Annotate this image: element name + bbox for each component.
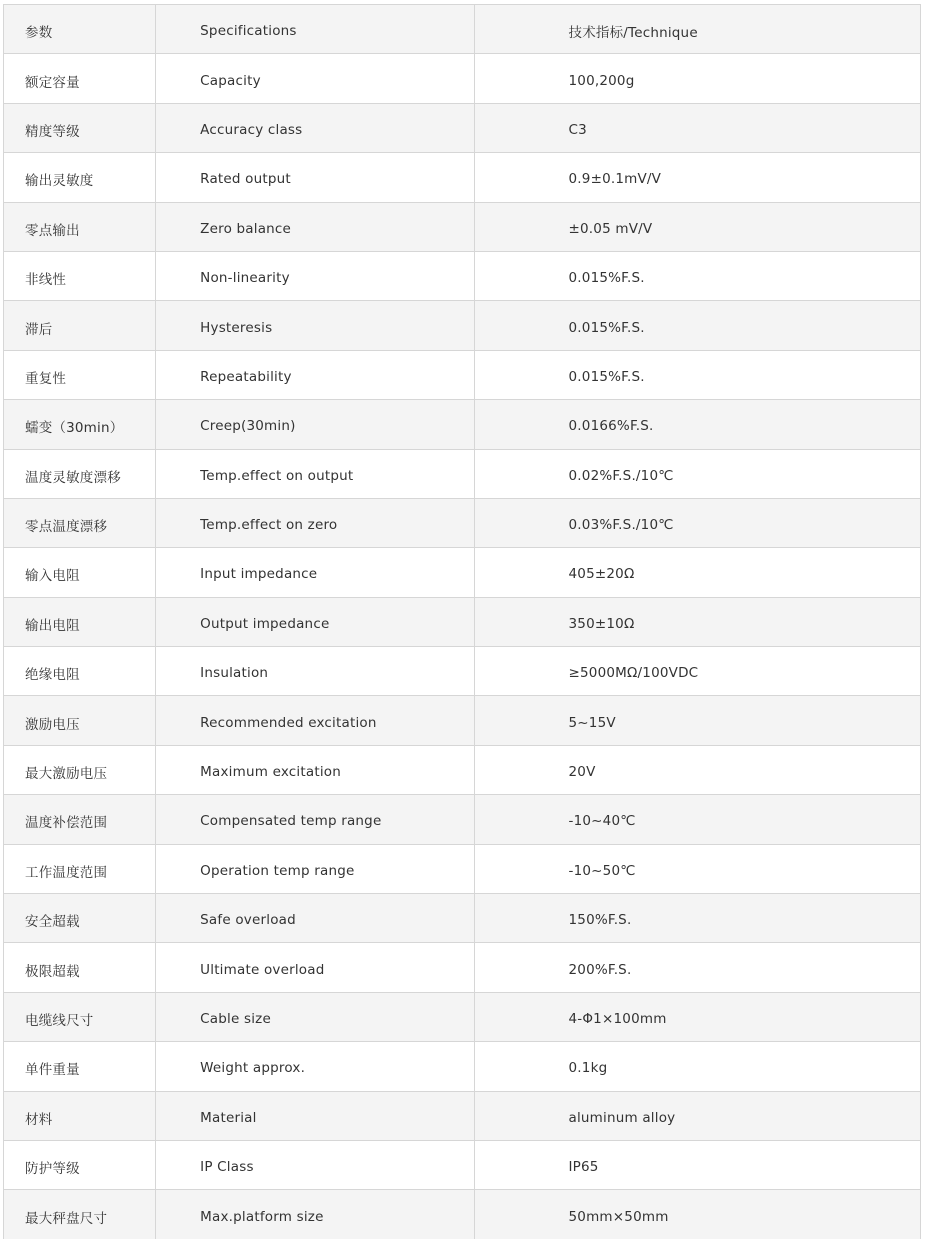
value-cell	[474, 153, 921, 202]
param-cell	[4, 548, 156, 597]
value-cell	[474, 350, 921, 399]
value-cell	[474, 548, 921, 597]
param-cell	[4, 251, 156, 300]
table-row	[4, 251, 921, 300]
spec-cell	[156, 795, 474, 844]
param-text: 安全超载	[25, 914, 80, 931]
value-cell	[474, 597, 921, 646]
value-text: 150%F.S.	[568, 912, 632, 929]
param-cell	[4, 350, 156, 399]
param-text: 材料	[25, 1111, 53, 1128]
spec-text: Input impedance	[200, 566, 318, 583]
param-cell	[4, 844, 156, 893]
table-row	[4, 894, 921, 943]
table-row	[4, 54, 921, 103]
param-cell	[4, 943, 156, 992]
spec-text: Safe overload	[200, 912, 296, 929]
value-cell	[474, 202, 921, 251]
value-text: IP65	[568, 1159, 599, 1176]
value-text: 100,200g	[568, 72, 635, 89]
table-row	[4, 795, 921, 844]
spec-text: Non-linearity	[200, 270, 290, 287]
table-row	[4, 1091, 921, 1140]
value-text: ±0.05 mV/V	[568, 220, 653, 237]
value-text: -10~40℃	[568, 813, 636, 830]
value-text: 0.1kg	[568, 1060, 608, 1077]
param-text: 额定容量	[25, 74, 80, 91]
spec-text: Cable size	[200, 1011, 271, 1027]
spec-cell	[156, 1140, 474, 1189]
param-cell	[4, 745, 156, 794]
value-cell	[474, 103, 921, 152]
value-cell	[474, 894, 921, 943]
table-row	[4, 350, 921, 399]
value-cell	[474, 54, 921, 103]
param-cell	[4, 647, 156, 696]
param-text: 激励电压	[25, 716, 80, 733]
param-text: 温度补偿范围	[25, 815, 108, 832]
spec-cell	[156, 498, 474, 547]
spec-text: Operation temp range	[200, 862, 355, 879]
value-cell	[474, 400, 921, 449]
value-cell	[474, 943, 921, 992]
value-cell	[474, 1140, 921, 1189]
spec-text: Repeatability	[200, 368, 292, 385]
param-cell	[4, 400, 156, 449]
value-cell	[474, 745, 921, 794]
spec-cell	[156, 894, 474, 943]
spec-text: Accuracy class	[200, 121, 303, 138]
value-text: aluminum alloy	[568, 1109, 676, 1126]
spec-text: Temp.effect on output	[200, 467, 354, 484]
param-cell	[4, 1140, 156, 1189]
param-text: 输出电阻	[25, 617, 80, 634]
value-cell	[474, 301, 921, 350]
header-cell-specifications	[156, 5, 474, 54]
table-header-row	[4, 5, 921, 54]
spec-cell	[156, 400, 474, 449]
value-cell	[474, 1091, 921, 1140]
spec-cell	[156, 153, 474, 202]
spec-cell	[156, 103, 474, 152]
spec-cell	[156, 597, 474, 646]
table-row	[4, 400, 921, 449]
spec-cell	[156, 992, 474, 1041]
param-cell	[4, 795, 156, 844]
value-cell	[474, 498, 921, 547]
spec-text: Recommended excitation	[200, 714, 377, 731]
param-text: 非线性	[25, 272, 67, 289]
table-row	[4, 597, 921, 646]
header-specifications-label: Specifications	[200, 23, 297, 40]
param-cell	[4, 1190, 156, 1239]
spec-text: Insulation	[200, 665, 269, 682]
table-row	[4, 1140, 921, 1189]
param-text: 精度等级	[25, 123, 80, 140]
spec-text: Output impedance	[200, 615, 330, 632]
table-row	[4, 449, 921, 498]
param-text: 单件重量	[25, 1062, 80, 1079]
header-cell-technique	[474, 5, 921, 54]
value-text: 0.0166%F.S.	[568, 418, 654, 435]
table-row	[4, 992, 921, 1041]
spec-text: Compensated temp range	[200, 813, 382, 830]
param-cell	[4, 153, 156, 202]
spec-text: Capacity	[200, 72, 261, 89]
spec-cell	[156, 54, 474, 103]
value-text: 20V	[568, 764, 596, 781]
spec-text: Creep(30min)	[200, 418, 296, 435]
spec-table-body	[4, 5, 921, 1239]
header-param-label: 参数	[25, 25, 53, 42]
param-text: 零点输出	[25, 222, 80, 239]
table-row	[4, 301, 921, 350]
table-row	[4, 103, 921, 152]
param-cell	[4, 597, 156, 646]
value-text: 0.9±0.1mV/V	[568, 171, 662, 188]
spec-text: Temp.effect on zero	[200, 517, 338, 534]
value-cell	[474, 795, 921, 844]
param-cell	[4, 1091, 156, 1140]
param-text: 温度灵敏度漂移	[25, 469, 121, 486]
spec-table	[3, 4, 921, 1239]
param-text: 输入电阻	[25, 568, 80, 585]
param-cell	[4, 894, 156, 943]
spec-cell	[156, 696, 474, 745]
value-text: ≥5000MΩ/100VDC	[568, 665, 699, 682]
value-cell	[474, 449, 921, 498]
table-row	[4, 844, 921, 893]
value-text: 350±10Ω	[568, 615, 635, 632]
spec-text: Rated output	[200, 171, 291, 188]
table-row	[4, 202, 921, 251]
param-cell	[4, 54, 156, 103]
param-text: 电缆线尺寸	[25, 1013, 94, 1029]
value-cell	[474, 647, 921, 696]
spec-cell	[156, 647, 474, 696]
spec-text: Hysteresis	[200, 319, 273, 336]
table-row	[4, 745, 921, 794]
param-text: 蠕变（30min）	[25, 420, 124, 437]
spec-text: Max.platform size	[200, 1208, 324, 1225]
table-row	[4, 153, 921, 202]
value-text: 0.015%F.S.	[568, 319, 645, 336]
param-text: 极限超载	[25, 963, 80, 980]
spec-cell	[156, 350, 474, 399]
spec-text: Ultimate overload	[200, 961, 325, 978]
spec-text: Maximum excitation	[200, 764, 341, 781]
value-text: 405±20Ω	[568, 566, 635, 583]
value-cell	[474, 844, 921, 893]
param-text: 零点温度漂移	[25, 519, 108, 536]
value-cell	[474, 1042, 921, 1091]
param-text: 最大激励电压	[25, 766, 108, 783]
param-cell	[4, 696, 156, 745]
value-cell	[474, 1190, 921, 1239]
value-cell	[474, 251, 921, 300]
param-cell	[4, 103, 156, 152]
value-text: 5~15V	[568, 714, 616, 731]
table-row	[4, 548, 921, 597]
table-row	[4, 1042, 921, 1091]
spec-text: Zero balance	[200, 220, 292, 237]
spec-cell	[156, 745, 474, 794]
spec-cell	[156, 1190, 474, 1239]
param-cell	[4, 202, 156, 251]
spec-cell	[156, 943, 474, 992]
param-text: 输出灵敏度	[25, 173, 94, 190]
value-text: 0.015%F.S.	[568, 368, 645, 385]
param-text: 工作温度范围	[25, 864, 108, 881]
value-text: 4-Φ1×100mm	[568, 1011, 667, 1027]
spec-cell	[156, 844, 474, 893]
spec-text: Material	[200, 1109, 257, 1126]
spec-cell	[156, 202, 474, 251]
table-row	[4, 943, 921, 992]
param-cell	[4, 498, 156, 547]
param-cell	[4, 1042, 156, 1091]
value-text: 200%F.S.	[568, 961, 632, 978]
value-text: C3	[568, 121, 587, 138]
table-row	[4, 696, 921, 745]
table-row	[4, 647, 921, 696]
spec-cell	[156, 301, 474, 350]
param-text: 滞后	[25, 321, 53, 338]
spec-cell	[156, 1091, 474, 1140]
param-cell	[4, 301, 156, 350]
spec-cell	[156, 449, 474, 498]
table-row	[4, 1190, 921, 1239]
value-text: 0.02%F.S./10℃	[568, 467, 674, 484]
header-cell-param	[4, 5, 156, 54]
value-text: 0.03%F.S./10℃	[568, 517, 674, 534]
value-text: 50mm×50mm	[568, 1208, 669, 1225]
spec-cell	[156, 548, 474, 597]
table-row	[4, 498, 921, 547]
param-text: 重复性	[25, 370, 67, 387]
spec-text: Weight approx.	[200, 1060, 306, 1077]
value-text: -10~50℃	[568, 862, 636, 879]
param-cell	[4, 449, 156, 498]
header-technique-label: 技术指标/Technique	[568, 25, 698, 42]
spec-text: IP Class	[200, 1159, 254, 1176]
spec-cell	[156, 1042, 474, 1091]
spec-cell	[156, 251, 474, 300]
value-text: 0.015%F.S.	[568, 270, 645, 287]
value-cell	[474, 992, 921, 1041]
param-text: 最大秤盘尺寸	[25, 1210, 108, 1227]
param-cell	[4, 992, 156, 1041]
param-text: 防护等级	[25, 1161, 80, 1178]
value-cell	[474, 696, 921, 745]
param-text: 绝缘电阻	[25, 667, 80, 684]
